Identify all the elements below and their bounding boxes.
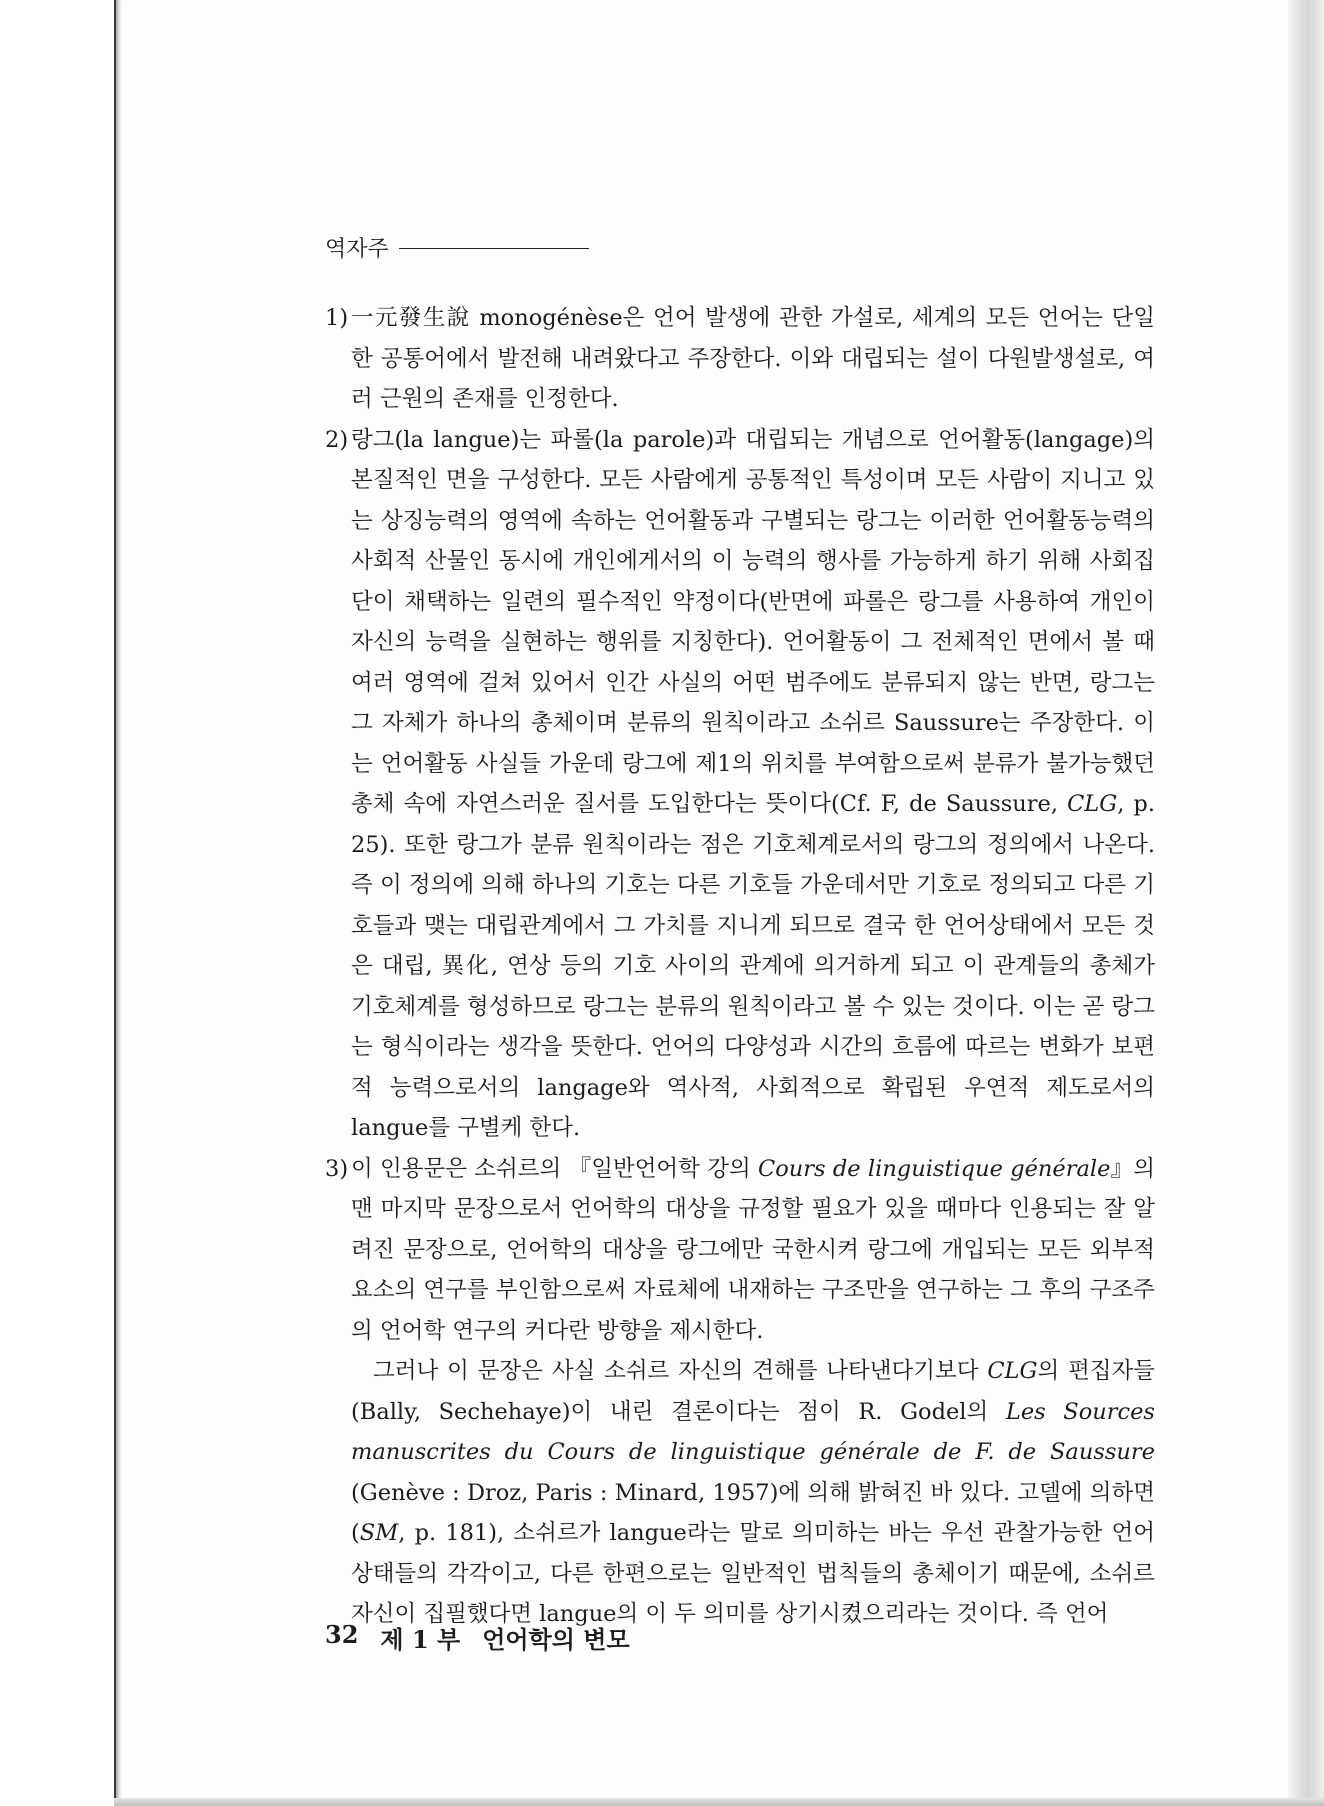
note-number: 1)	[325, 305, 349, 331]
page-footer	[325, 1620, 630, 1655]
note-text: 이 인용문은 소쉬르의 『일반언어학 강의	[351, 1155, 759, 1182]
note-body	[351, 1149, 1155, 1635]
note-text: , p. 25). 또한 랑그가 분류 원칙이라는 점은 기호체계로서의 랑그의 정의에서 나온다. 즉 이 정의에 의해 하나의 기호는 다른 기호들 가운데서만 기호로 정의되고 다른 기호들과 맺는 대립관계에서 그 가치를 지니게 되므로 결국 한 언어상태에서 모든 것은 대립, 異化, 연상 등의 기호 사이의 관계에 의거하게 되고 이 관계들의 총체가 기호체계를 형성하므로 랑그는 분류의 원칙이라고 볼 수 있는 것이다. 이는 곧 랑그는 형식이라는 생각을 뜻한다. 언어의 다양성과 시간의 흐름에 따르는 변화가 보편적 능력으로서의 langage와 역사적, 사회적으로 확립된 우연적 제도로서의 langue를 구별케 한다.	[351, 791, 1155, 1141]
note-3	[325, 1149, 1155, 1635]
section-heading-text: 역자주	[325, 237, 389, 262]
note-paragraph	[351, 1351, 1155, 1635]
note-number: 2)	[325, 426, 349, 453]
note-text: 』의 맨 마지막 문장으로서 언어학의 대상을 규정할 필요가 있을 때마다 인용되는 잘 알려진 문장으로, 언어학의 대상을 랑그에만 국한시켜 랑그에 개입되는 모든 외부적 요소의 연구를 부인함으로써 자료체에 내재하는 구조만을 연구하는 그 후의 구조주의 언어학 연구의 커다란 방향을 제시한다.	[351, 1155, 1155, 1344]
note-paragraph	[351, 1149, 1155, 1352]
note-italic-text: Les Sources manuscrites du Cours de linguistique générale de F. de Saussure	[351, 1398, 1155, 1465]
note-body	[351, 298, 1155, 420]
note-body	[351, 420, 1155, 1149]
note-number: 3)	[325, 1155, 349, 1182]
note-paragraph	[351, 420, 1155, 1149]
note-italic-text: CLG	[987, 1358, 1038, 1384]
note-text: 랑그(la langue)는 파롤(la parole)과 대립되는 개념으로 언어활동(langage)의 본질적인 면을 구성한다. 모든 사람에게 공통적인 특성이며 모든 사람이 지니고 있는 상징능력의 영역에 속하는 언어활동과 구별되는 랑그는 이러한 언어활동능력의 사회적 산물인 동시에 개인에게서의 이 능력의 행사를 가능하게 하기 위해 사회집단이 채택하는 일련의 필수적인 약정이다(반면에 파롤은 랑그를 사용하여 개인이 자신의 능력을 실현하는 행위를 지칭한다). 언어활동이 그 전체적인 면에서 볼 때 여러 영역에 걸쳐 있어서 인간 사실의 어떤 범주에도 분류되지 않는 반면, 랑그는 그 자체가 하나의 총체이며 분류의 원칙이라고 소쉬르 Saussure는 주장한다. 이는 언어활동 사실들 가운데 랑그에 제1의 위치를 부여함으로써 분류가 불가능했던 총체 속에 자연스러운 질서를 도입한다는 뜻이다(Cf. F, de Saussure,	[351, 426, 1155, 817]
page-edge-bottom	[114, 1798, 1324, 1806]
heading-rule	[399, 248, 589, 249]
note-1	[325, 298, 1155, 420]
page-number: 32	[325, 1620, 359, 1649]
section-heading	[325, 232, 589, 263]
note-italic-text: SM	[359, 1520, 399, 1546]
note-italic-text: Cours de linguistique générale	[758, 1155, 1111, 1182]
footer-part: 제 1 부	[380, 1625, 461, 1654]
page-edge-right	[1288, 0, 1324, 1806]
note-italic-text: CLG	[1067, 791, 1118, 817]
notes-list	[325, 298, 1155, 1635]
footer-title: 언어학의 변모	[482, 1625, 630, 1654]
note-2	[325, 420, 1155, 1149]
note-paragraph: 一元發生說 monogénèse은 언어 발생에 관한 가설로, 세계의 모든 언어는 단일한 공통어에서 발전해 내려왔다고 주장한다. 이와 대립되는 설이 다원발생설로, 여러 근원의 존재를 인정한다.	[351, 305, 1155, 412]
note-text: 의 편집자들(Bally, Sechehaye)이 내린 결론이다는 점이 R. Godel의	[351, 1358, 1156, 1425]
note-text: (Genève : Droz, Paris : Minard, 1957)에 의해 밝혀진 바 있다. 고델에 의하면 (	[351, 1479, 1155, 1546]
note-text: 그러나 이 문장은 사실 소쉬르 자신의 견해를 나타낸다기보다	[373, 1358, 988, 1384]
note-text: , p. 181), 소쉬르가 langue라는 말로 의미하는 바는 우선 관찰가능한 언어상태들의 각각이고, 다른 한편으로는 일반적인 법칙들의 총체이기 때문에, 소쉬르 자신이 집필했다면 langue의 이 두 의미를 상기시켰으리라는 것이다. 즉 언어	[351, 1520, 1155, 1627]
